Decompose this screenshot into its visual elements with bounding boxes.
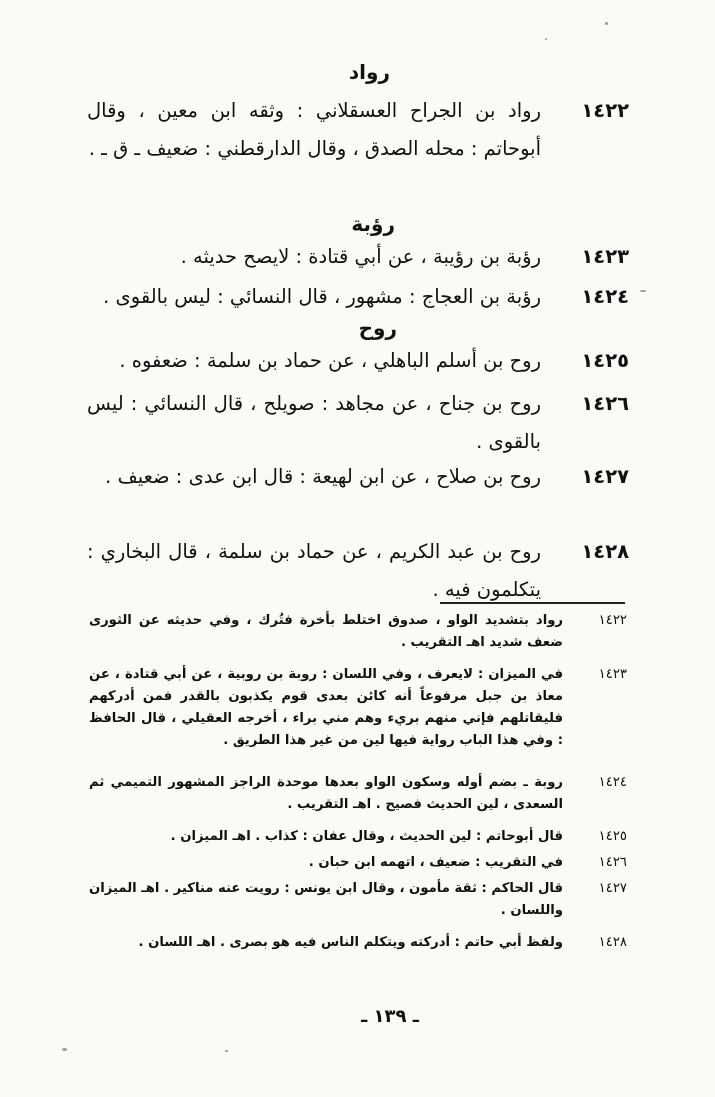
entry-text: رؤبة بن رؤيبة ، عن أبي قتادة : لايصح حديثه . (180, 245, 541, 268)
scan-speck (62, 1048, 67, 1051)
footnote-text: في الميزان : لايعرف ، وفي اللسان : روبة بن روبية ، عن أبي قتادة ، عن معاذ بن جبل مرفوعاً أنه كائن بعدى قوم يكذبون بالقدر فمن أدركهم فليقاتلهم فإني منهم بريء وهم مني براء ، أخرجه العقيلي ، قال الحافظ : وفي هذا الباب رواية فيها لين من غير هذا الطريق . (89, 667, 563, 748)
entry-number: ١٤٢٥ (581, 349, 629, 372)
footnote-1424 (89, 772, 627, 816)
entry-text: روح بن صلاح ، عن ابن لهيعة : قال ابن عدى : ضعيف . (105, 465, 541, 488)
scan-speck (545, 38, 547, 40)
footnote-text: ولفظ أبي حاتم : أدركته ويتكلم الناس فيه هو بصرى . اهـ اللسان . (138, 935, 563, 950)
section-title-ruba: رؤبة (351, 212, 395, 236)
entry-number: ١٤٢٧ (581, 465, 629, 488)
scan-speck (605, 22, 608, 25)
footnote-text: قال الحاكم : ثقة مأمون ، وقال ابن يونس : رويت عنه مناكير . اهـ الميزان واللسان . (89, 881, 563, 918)
entry-text: روح بن جناح ، عن مجاهد : صويلح ، قال النسائي : ليس بالقوى . (87, 392, 541, 453)
page-number: ـ ١٣٩ ـ (361, 1006, 419, 1027)
footnote-1422 (89, 610, 627, 654)
footnote-1427 (89, 878, 627, 922)
footnote-1426 (89, 852, 627, 874)
footnote-number: ١٤٢٥ (598, 829, 627, 844)
footnote-text: رواد بتشديد الواو ، صدوق اختلط بأخرة فتُرك ، وفي حديثه عن الثورى ضعف شديد اهـ التقريب . (89, 613, 563, 650)
footnote-divider (440, 602, 625, 604)
entry-text: رواد بن الجراح العسقلاني : وثقه ابن معين ، وقال أبوحاتم : محله الصدق ، وقال الدارقطني : ضعيف ـ ق ـ . (87, 99, 541, 160)
entry-text: رؤبة بن العجاج : مشهور ، قال النسائي : ليس بالقوى . (103, 285, 541, 308)
entry-number: ١٤٢٢ (581, 99, 629, 122)
entry-number: ١٤٢٤ (581, 285, 629, 308)
scan-speck (640, 290, 646, 292)
entry-1422 (87, 92, 627, 168)
footnote-number: ١٤٢٨ (598, 935, 627, 950)
footnote-text: روبة ـ بضم أوله وسكون الواو بعدها موحدة الراجز المشهور التميمي ثم السعدى ، لين الحديث فصيح . اهـ التقريب . (89, 775, 563, 812)
footnote-text: قال أبوحاتم : لين الحديث ، وقال عفان : كذاب . اهـ الميزان . (170, 829, 563, 844)
entry-1427 (87, 458, 627, 496)
footnote-1428 (89, 932, 627, 954)
entry-number: ١٤٢٨ (581, 540, 629, 563)
footnote-number: ١٤٢٧ (598, 881, 627, 896)
entry-number: ١٤٢٦ (581, 392, 629, 415)
footnote-number: ١٤٢٢ (598, 613, 627, 628)
entry-text: روح بن أسلم الباهلي ، عن حماد بن سلمة : ضعفوه . (119, 349, 541, 372)
section-title-rawwad: رواد (348, 60, 390, 84)
footnote-1425 (89, 826, 627, 848)
entry-1423 (87, 238, 627, 276)
entry-1425 (87, 342, 627, 380)
section-title-rawh: روح (358, 316, 397, 340)
footnote-number: ١٤٢٤ (598, 775, 627, 790)
entry-text: روح بن عبد الكريم ، عن حماد بن سلمة ، قال البخاري : يتكلمون فيه . (87, 540, 541, 601)
entry-1424 (87, 278, 627, 316)
footnote-number: ١٤٢٣ (598, 667, 627, 682)
footnote-text: في التقريب : ضعيف ، اتهمه ابن حبان . (308, 855, 563, 870)
entry-number: ١٤٢٣ (581, 245, 629, 268)
footnote-number: ١٤٢٦ (598, 855, 627, 870)
entry-1428 (87, 533, 627, 609)
entry-1426 (87, 385, 627, 461)
scan-speck (225, 1050, 228, 1052)
footnote-1423 (89, 664, 627, 752)
